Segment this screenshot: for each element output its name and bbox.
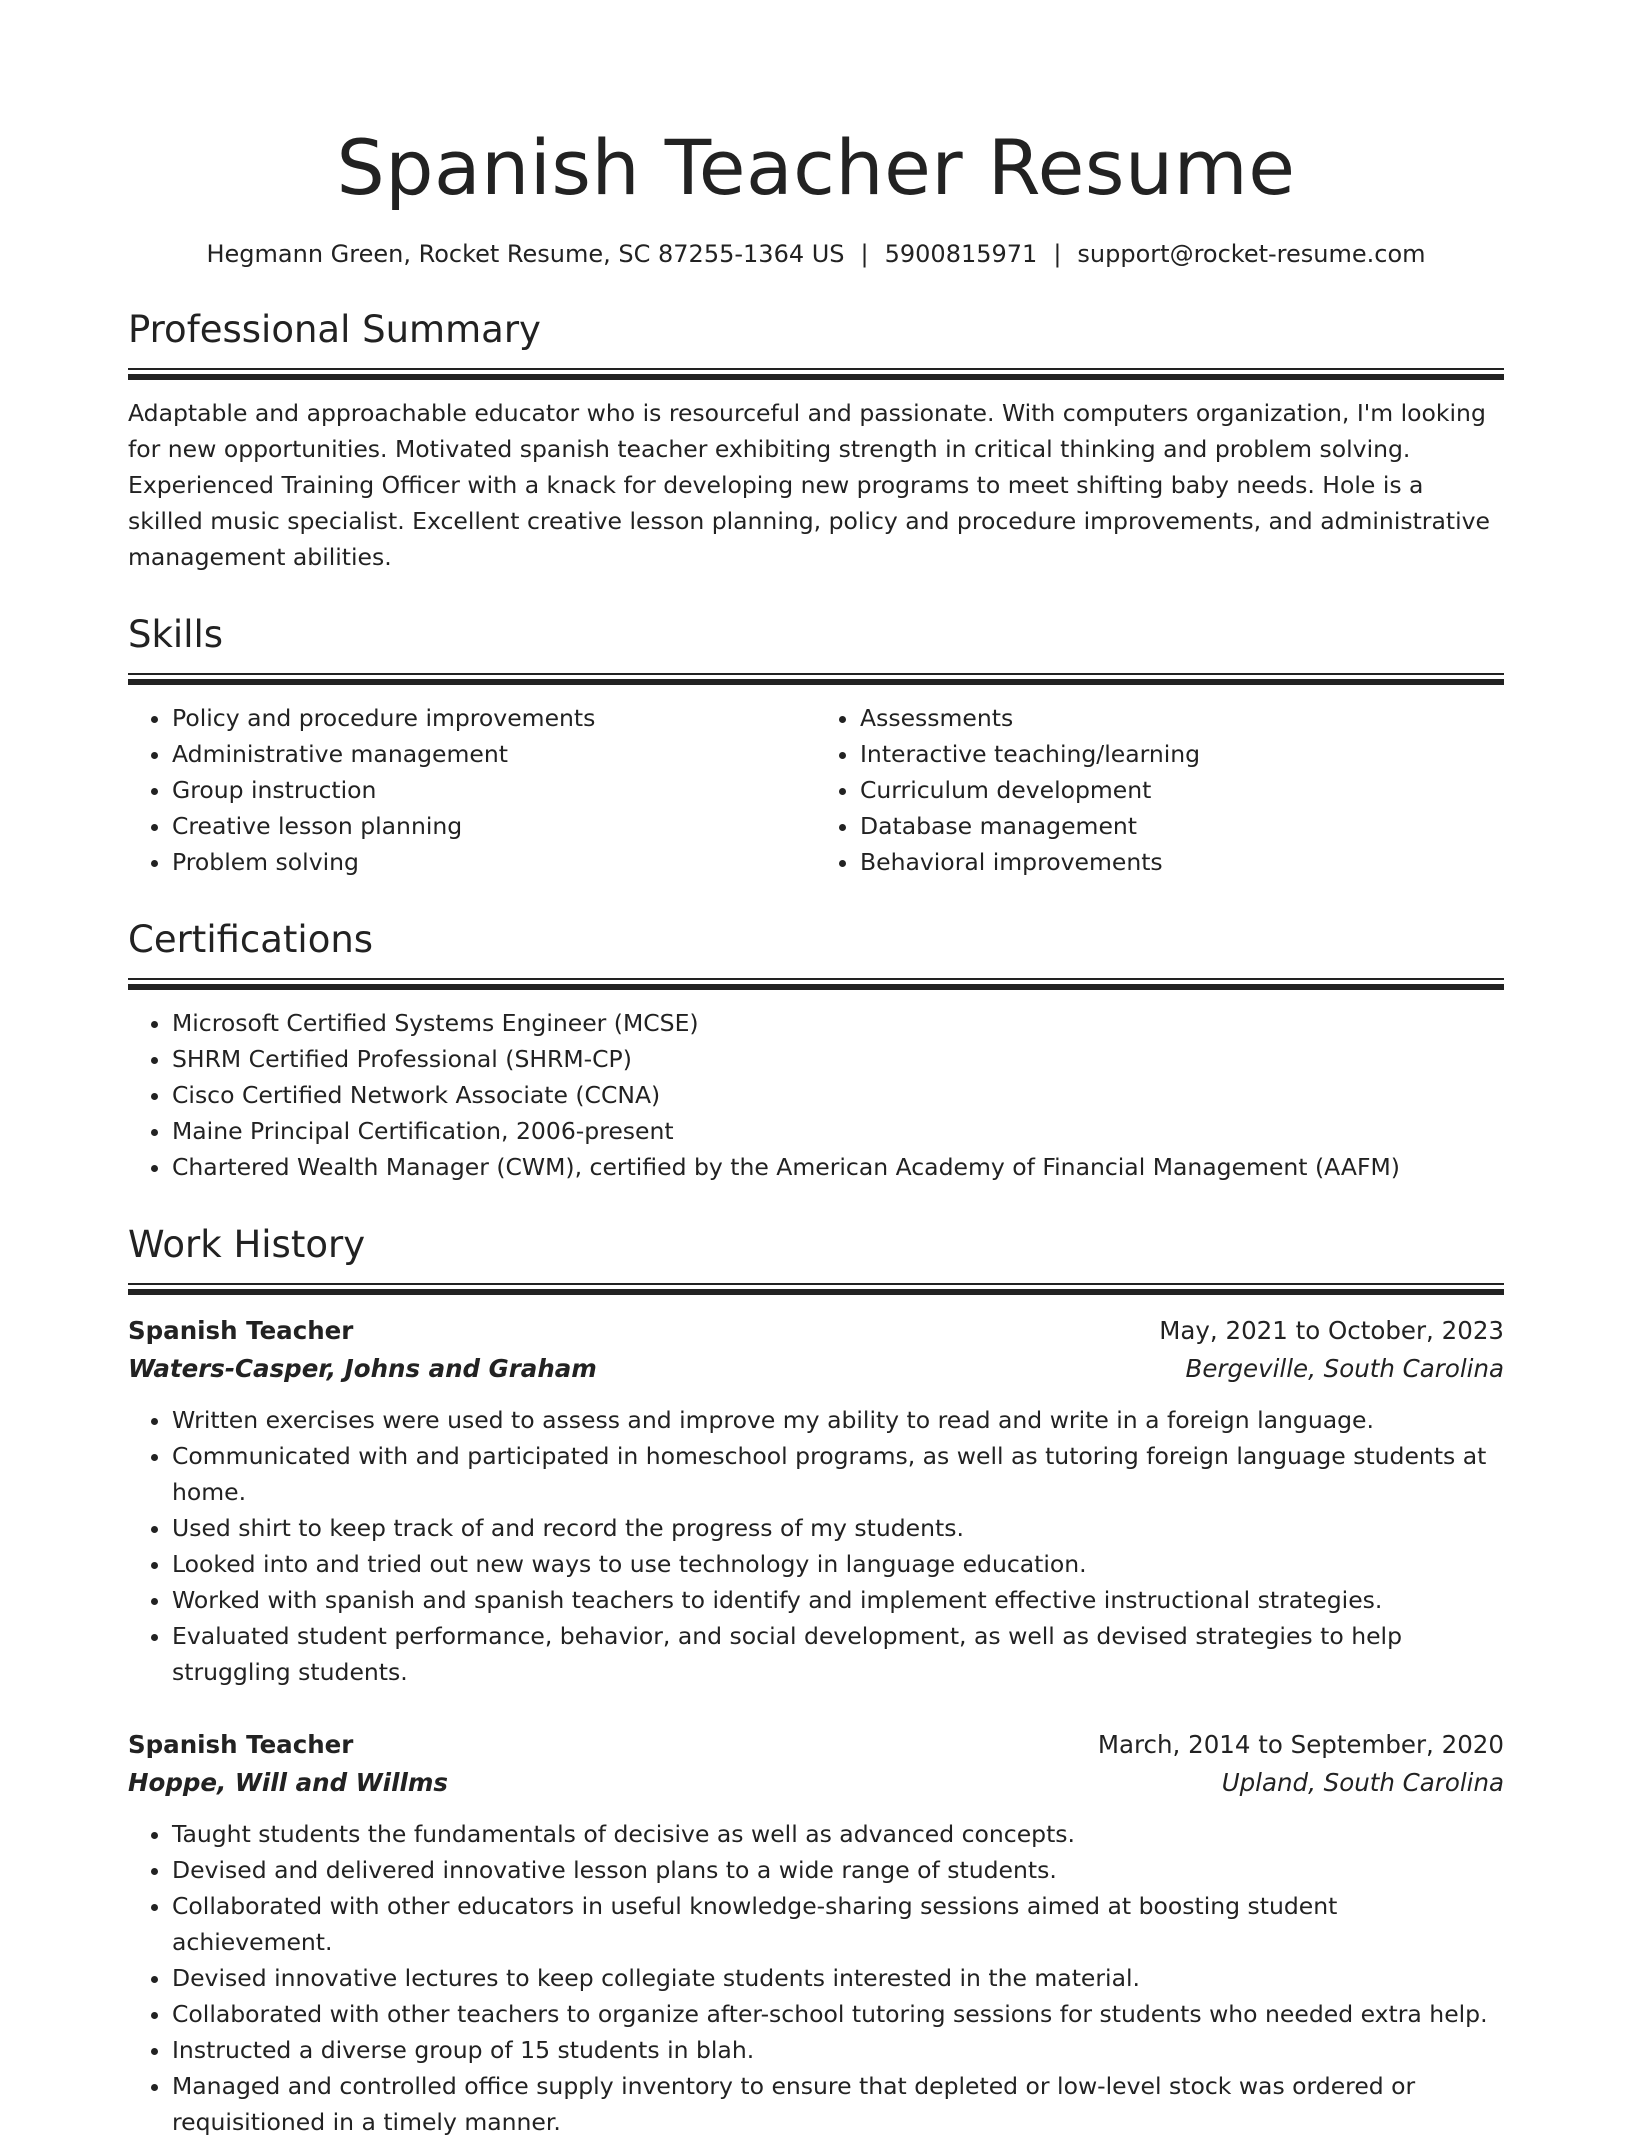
job-duty-item: • Taught students the fundamentals of decisive as well as advanced concepts. <box>172 1816 1504 1852</box>
job-dates: March, 2014 to September, 2020 <box>1097 1730 1504 1759</box>
certification-item: • Chartered Wealth Manager (CWM), certified by the American Academy of Financial Management (AAFM) <box>172 1149 1504 1185</box>
summary-text: Adaptable and approachable educator who is resourceful and passionate. With computers organization, I'm looking for new opportunities. Motivated spanish teacher exhibiting strength in critical thinking and problem solving. Experienced Training Officer with a knack for developing new programs to meet shifting baby needs. Hole is a skilled music specialist. Excellent creative lesson planning, policy and procedure improvements, and administrative management abilities. <box>128 399 1490 571</box>
skill-item: • Database management <box>860 808 1504 844</box>
certification-item: • Maine Principal Certification, 2006-present <box>172 1113 1504 1149</box>
certifications-section <box>128 916 1504 1185</box>
job-duty-item: • Evaluated student performance, behavior, and social development, as well as devised strategies to help struggling students. <box>172 1618 1504 1690</box>
contact-address: Hegmann Green, Rocket Resume, SC 87255-1364 US <box>206 240 845 268</box>
job-header-row <box>128 1312 1504 1350</box>
job-duty-item: • Written exercises were used to assess and improve my ability to read and write in a foreign language. <box>172 1402 1504 1438</box>
section-divider <box>128 1283 1504 1296</box>
job-entry <box>128 1312 1504 1690</box>
section-heading-summary: Professional Summary <box>128 308 541 351</box>
skill-item: • Curriculum development <box>860 772 1504 808</box>
certifications-list <box>128 1005 1504 1185</box>
section-divider <box>128 368 1504 381</box>
contact-email: support@rocket-resume.com <box>1077 240 1426 268</box>
section-heading-work-history: Work History <box>128 1223 366 1266</box>
section-divider <box>128 978 1504 991</box>
resume-title: Spanish Teacher Resume <box>336 123 1296 212</box>
contact-phone: 5900815971 <box>884 240 1038 268</box>
certification-item: • Cisco Certified Network Associate (CCNA) <box>172 1077 1504 1113</box>
job-duty-item: • Instructed a diverse group of 15 students in blah. <box>172 2032 1504 2068</box>
summary-section <box>128 306 1504 575</box>
skills-list-right <box>816 700 1504 880</box>
job-duties-list <box>128 1402 1504 1690</box>
skills-list-left <box>128 700 816 880</box>
job-header-row <box>128 1726 1504 1764</box>
job-duty-item: • Looked into and tried out new ways to use technology in language education. <box>172 1546 1504 1582</box>
job-location: Bergeville, South Carolina <box>1185 1354 1504 1383</box>
job-employer-row <box>128 1764 1504 1802</box>
job-duty-item: • Used shirt to keep track of and record the progress of my students. <box>172 1510 1504 1546</box>
job-duties-list <box>128 1816 1504 2140</box>
job-duty-item: • Communicated with and participated in homeschool programs, as well as tutoring foreign language students at home. <box>172 1438 1504 1510</box>
certification-item: • SHRM Certified Professional (SHRM-CP) <box>172 1041 1504 1077</box>
skill-item: • Group instruction <box>172 772 816 808</box>
section-heading-certifications: Certifications <box>128 918 374 961</box>
skill-item: • Interactive teaching/learning <box>860 736 1504 772</box>
contact-line <box>128 238 1504 270</box>
job-duty-item: • Managed and controlled office supply inventory to ensure that depleted or low-level stock was ordered or requisitioned in a timely manner. <box>172 2068 1504 2140</box>
job-duty-item: • Devised and delivered innovative lesson plans to a wide range of students. <box>172 1852 1504 1888</box>
contact-separator: | <box>1053 240 1062 268</box>
job-company: Hoppe, Will and Willms <box>128 1768 448 1797</box>
job-employer-row <box>128 1350 1504 1388</box>
job-title: Spanish Teacher <box>128 1730 354 1759</box>
skill-item: • Behavioral improvements <box>860 844 1504 880</box>
certification-item: • Microsoft Certified Systems Engineer (MCSE) <box>172 1005 1504 1041</box>
job-duty-item: • Devised innovative lectures to keep collegiate students interested in the material. <box>172 1960 1504 1996</box>
job-company: Waters-Casper, Johns and Graham <box>128 1354 597 1383</box>
job-duty-item: • Collaborated with other teachers to organize after-school tutoring sessions for students who needed extra help. <box>172 1996 1504 2032</box>
job-entry <box>128 1726 1504 2140</box>
skills-section <box>128 611 1504 880</box>
section-heading-skills: Skills <box>128 613 224 656</box>
job-location: Upland, South Carolina <box>1221 1768 1504 1797</box>
skill-item: • Policy and procedure improvements <box>172 700 816 736</box>
job-duty-item: • Collaborated with other educators in useful knowledge-sharing sessions aimed at boosting student achievement. <box>172 1888 1504 1960</box>
section-divider <box>128 673 1504 686</box>
job-title: Spanish Teacher <box>128 1316 354 1345</box>
skills-grid <box>128 700 1504 880</box>
skill-item: • Assessments <box>860 700 1504 736</box>
work-history-section <box>128 1221 1504 2140</box>
job-dates: May, 2021 to October, 2023 <box>1159 1316 1504 1345</box>
job-duty-item: • Worked with spanish and spanish teachers to identify and implement effective instructional strategies. <box>172 1582 1504 1618</box>
skill-item: • Problem solving <box>172 844 816 880</box>
skill-item: • Creative lesson planning <box>172 808 816 844</box>
contact-separator: | <box>860 240 869 268</box>
skill-item: • Administrative management <box>172 736 816 772</box>
